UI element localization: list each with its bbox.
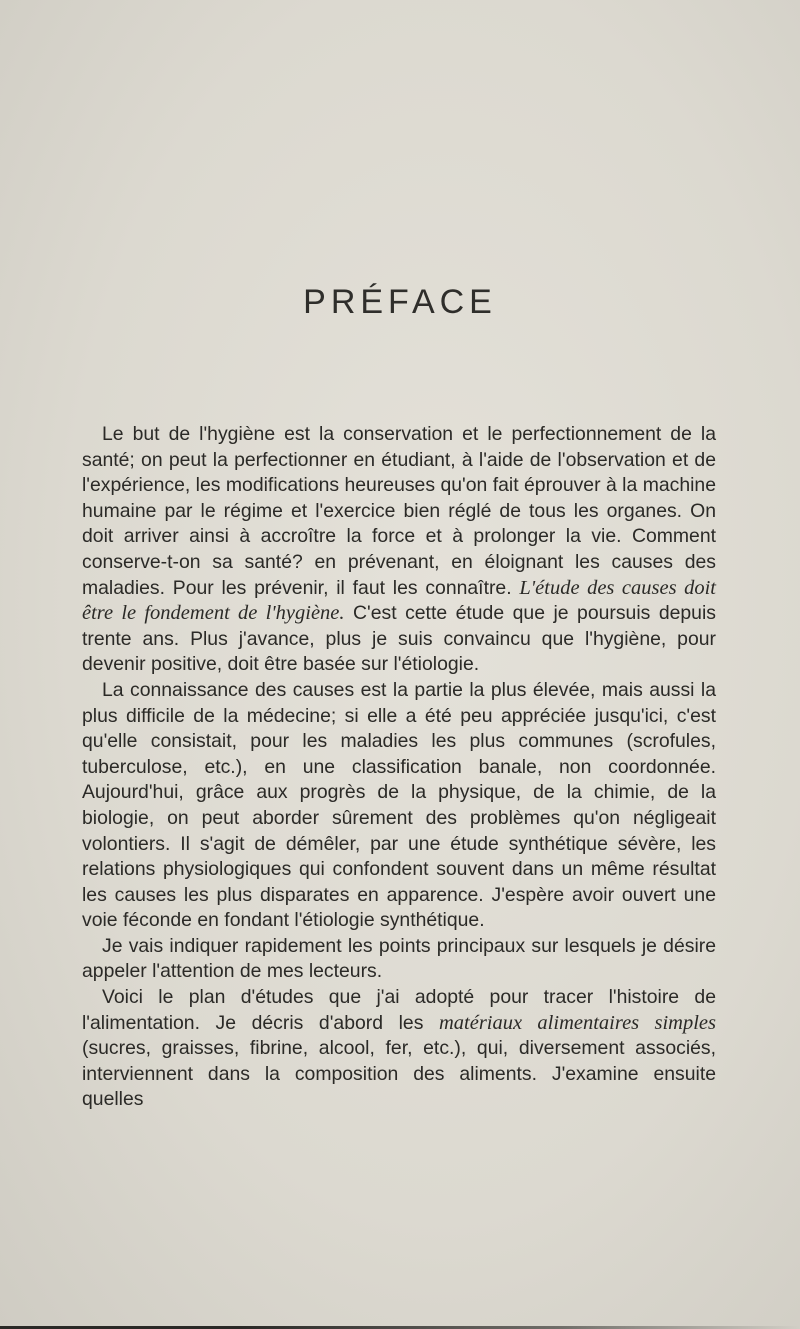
paragraph-1-emphasis: L'étude des causes doit être le fondement de l'hygiène. bbox=[82, 576, 716, 625]
paragraph-4-emphasis: matériaux alimentaires simples bbox=[438, 1011, 716, 1034]
paragraph-4-text-b: (sucres, graisses, fibrine, alcool, fer, etc.), qui, diversement associés, interviennent dans la composition des aliments. J'examine ensuite quelles bbox=[82, 1037, 716, 1111]
paragraph-3: Je vais indiquer rapidement les points principaux sur lesquels je désire appeler l'attention de mes lecteurs. bbox=[82, 934, 716, 983]
paragraph-1-text-a: Le but de l'hygiène est la conservation et le perfectionnement de la santé; on peut la perfectionner en étudiant, à l'aide de l'observation et de l'expérience, les modifications heureuses qu'on fait éprouver à la machine humaine par le régime et l'exercice bien réglé de tous les organes. On doit arriver ainsi à accroître la force et à prolonger la vie. Comment conserve-t-on sa santé? en prévenant, en éloignant les causes des maladies. Pour les prévenir, il faut les connaître. bbox=[82, 423, 716, 599]
paragraph-1 bbox=[82, 422, 716, 678]
paragraph-4-text-a: Voici le plan d'études que j'ai adopté pour tracer l'histoire de l'alimentation. Je décris d'abord les bbox=[82, 986, 716, 1034]
body-text bbox=[82, 422, 716, 1113]
paragraph-4 bbox=[82, 985, 716, 1113]
paragraph-2: La connaissance des causes est la partie la plus élevée, mais aussi la plus difficile de la médecine; si elle a été peu appréciée jusqu'ici, c'est qu'elle consistait, pour les maladies les plus communes (scrofules, tuberculose, etc.), en une classification banale, non coordonnée. Aujourd'hui, grâce aux progrès de la physique, de la chimie, de la biologie, on peut aborder sûrement des problèmes qu'on négligeait volontiers. Il s'agit de démêler, par une étude synthétique sévère, les relations physiologiques qui confondent souvent dans un même résultat les causes les plus disparates en apparence. J'espère avoir ouvert une voie féconde en fondant l'étiologie synthétique. bbox=[82, 678, 716, 932]
page-title: PRÉFACE bbox=[303, 283, 497, 321]
paragraph-1-text-b: C'est cette étude que je poursuis depuis trente ans. Plus j'avance, plus je suis convaincu que l'hygiène, pour devenir positive, doit être basée sur l'étiologie. bbox=[82, 602, 716, 676]
